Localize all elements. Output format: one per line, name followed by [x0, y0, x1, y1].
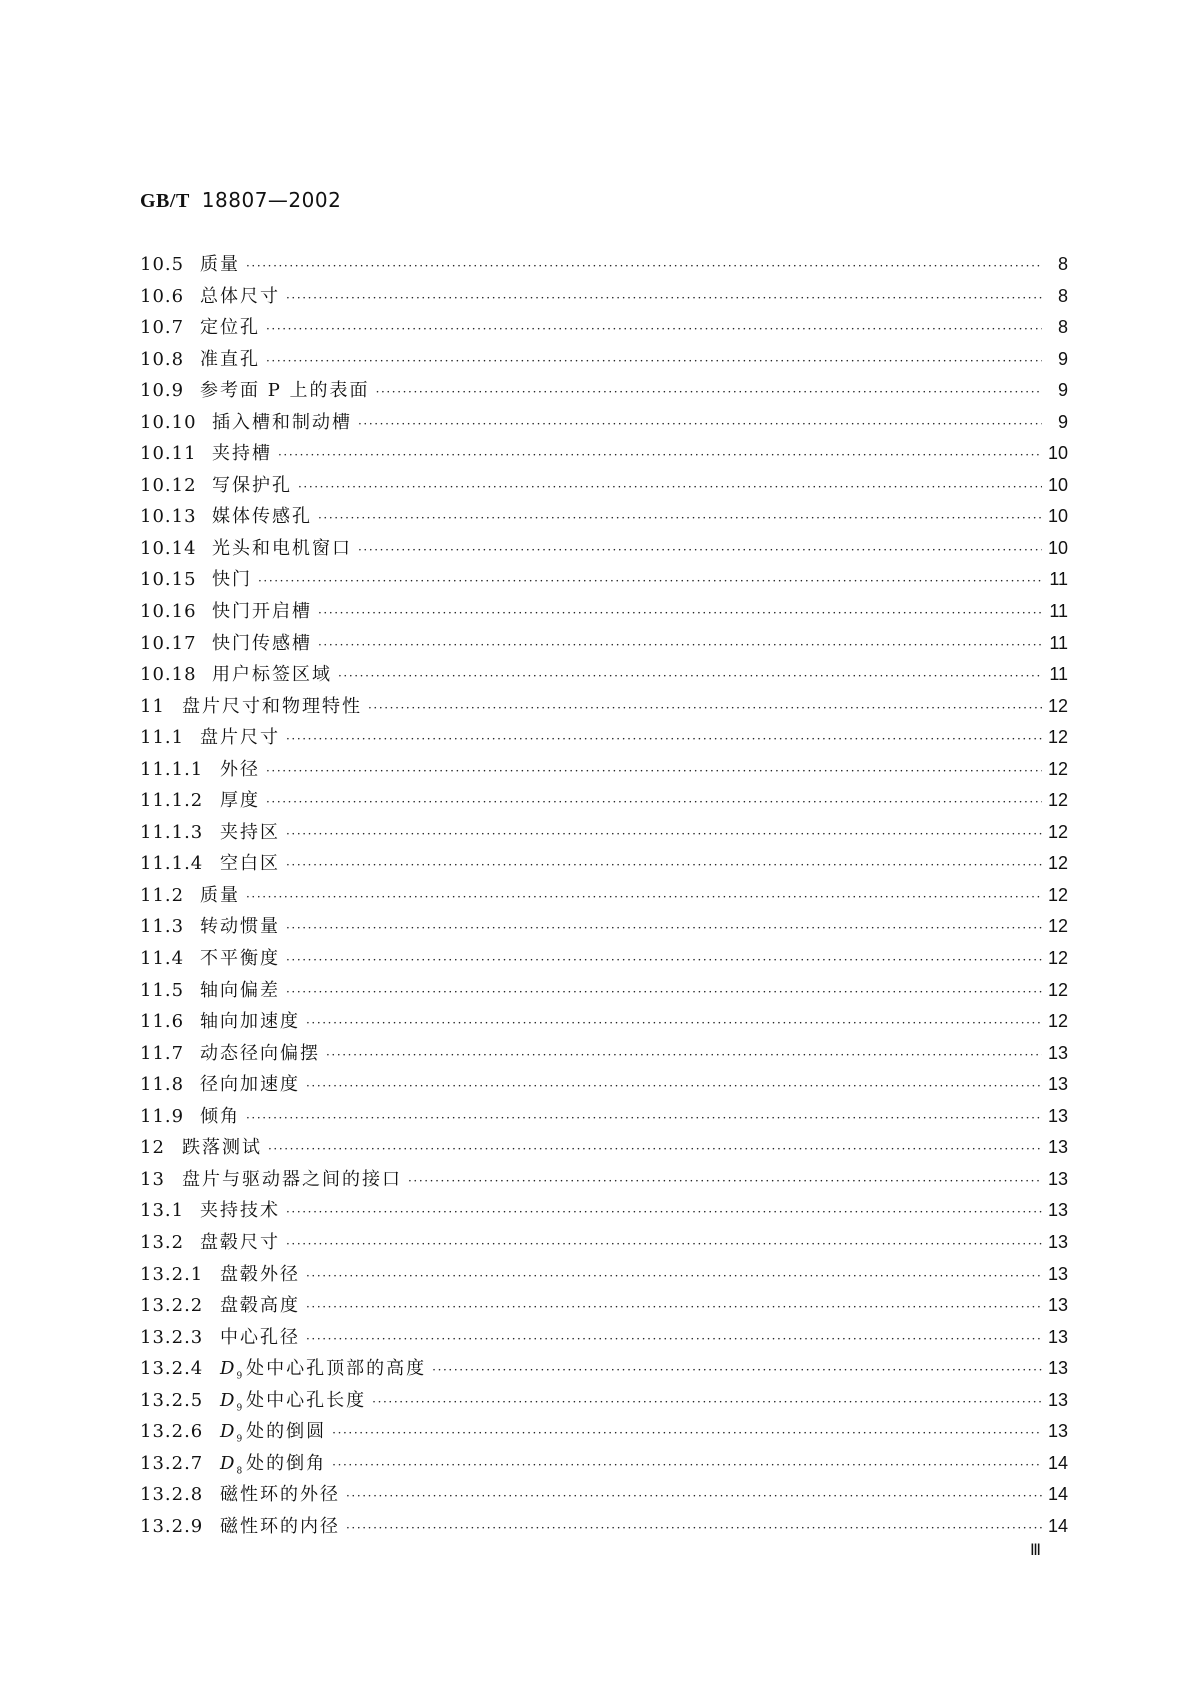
- toc-entry-page: 9: [1057, 411, 1068, 432]
- toc-entry-number: 10.7: [140, 317, 185, 339]
- toc-dot-leader: [286, 732, 1042, 746]
- toc-entry[interactable]: [140, 1070, 1068, 1102]
- table-of-contents: [140, 250, 1068, 1543]
- toc-entry[interactable]: [140, 692, 1068, 724]
- toc-entry[interactable]: [140, 345, 1068, 377]
- toc-entry[interactable]: [140, 1007, 1068, 1039]
- toc-dot-leader: [306, 1079, 1042, 1093]
- toc-entry-title-variable: D: [220, 1389, 237, 1411]
- toc-entry-number: 10.10: [140, 411, 197, 433]
- toc-entry-title: 盘毂高度: [220, 1295, 300, 1317]
- toc-dot-leader: [346, 1521, 1042, 1535]
- toc-entry-number: 13.2.7: [140, 1452, 204, 1474]
- toc-entry-number: 13.2.6: [140, 1421, 204, 1443]
- toc-entry-number: 13.1: [140, 1200, 185, 1222]
- toc-entry[interactable]: [140, 1417, 1068, 1449]
- toc-entry[interactable]: [140, 723, 1068, 755]
- toc-entry[interactable]: [140, 1039, 1068, 1071]
- toc-entry-title: 跌落测试: [182, 1137, 262, 1159]
- toc-entry-page: 13: [1047, 1042, 1068, 1063]
- toc-dot-leader: [286, 858, 1042, 872]
- toc-entry-page: 13: [1047, 1168, 1068, 1189]
- toc-dot-leader: [266, 764, 1042, 778]
- toc-entry-title: 参考面 P 上的表面: [200, 380, 370, 402]
- toc-dot-leader: [286, 291, 1042, 305]
- toc-dot-leader: [318, 606, 1042, 620]
- toc-dot-leader: [306, 1016, 1042, 1030]
- toc-entry[interactable]: [140, 1512, 1068, 1544]
- toc-entry[interactable]: [140, 502, 1068, 534]
- toc-dot-leader: [338, 669, 1042, 683]
- toc-entry-title: 盘片尺寸和物理特性: [182, 695, 362, 717]
- toc-entry-number: 10.16: [140, 601, 197, 623]
- toc-entry-page: 12: [1047, 853, 1068, 874]
- toc-dot-leader: [358, 417, 1042, 431]
- toc-dot-leader: [268, 1142, 1042, 1156]
- toc-entry-number: 12: [140, 1137, 165, 1159]
- toc-entry-title: 外径: [220, 758, 260, 780]
- toc-entry-title: 插入槽和制动槽: [212, 411, 352, 433]
- toc-entry[interactable]: [140, 282, 1068, 314]
- toc-entry-title: 光头和电机窗口: [212, 537, 352, 559]
- toc-entry[interactable]: [140, 786, 1068, 818]
- toc-entry[interactable]: [140, 376, 1068, 408]
- toc-entry-number: 13.2.1: [140, 1263, 204, 1285]
- toc-entry-title: 径向加速度: [200, 1074, 300, 1096]
- toc-entry-title: 写保护孔: [212, 474, 292, 496]
- toc-entry-number: 10.11: [140, 443, 197, 465]
- toc-entry-page: 12: [1047, 916, 1068, 937]
- toc-entry-number: 10.14: [140, 537, 197, 559]
- toc-dot-leader: [432, 1363, 1042, 1377]
- toc-entry-title: 磁性环的外径: [220, 1484, 340, 1506]
- toc-dot-leader: [346, 1489, 1042, 1503]
- toc-entry-title-variable: D: [220, 1358, 237, 1380]
- toc-entry-page: 14: [1047, 1515, 1068, 1536]
- toc-entry-title: 不平衡度: [200, 948, 280, 970]
- toc-entry-title-text: 处中心孔长度: [246, 1389, 367, 1411]
- toc-entry-number: 11.1.1: [140, 758, 204, 780]
- toc-entry[interactable]: [140, 1291, 1068, 1323]
- toc-dot-leader: [286, 1237, 1042, 1251]
- toc-dot-leader: [318, 511, 1042, 525]
- toc-entry-title-subscript: 9: [236, 1371, 243, 1382]
- toc-entry-title: [220, 1449, 326, 1477]
- toc-entry-number: 10.18: [140, 664, 197, 686]
- toc-entry-page: 12: [1047, 790, 1068, 811]
- toc-dot-leader: [332, 1458, 1042, 1472]
- toc-entry-title: 夹持槽: [212, 443, 272, 465]
- toc-entry-title: 倾角: [200, 1105, 240, 1127]
- toc-entry-title: 转动惯量: [200, 916, 280, 938]
- toc-entry[interactable]: [140, 1102, 1068, 1134]
- toc-entry-number: 11.8: [140, 1074, 185, 1096]
- toc-dot-leader: [266, 795, 1042, 809]
- toc-entry-title: 盘片与驱动器之间的接口: [182, 1168, 402, 1190]
- toc-entry[interactable]: [140, 1260, 1068, 1292]
- toc-entry-page: 10: [1047, 443, 1068, 464]
- toc-entry-number: 13.2.4: [140, 1358, 204, 1380]
- toc-entry-page: 9: [1057, 380, 1068, 401]
- document-header: [140, 188, 341, 213]
- toc-entry-title-text: 处中心孔顶部的高度: [246, 1358, 427, 1380]
- toc-entry-number: 13.2.5: [140, 1389, 204, 1411]
- toc-entry-title: 空白区: [220, 853, 280, 875]
- toc-dot-leader: [266, 354, 1042, 368]
- toc-entry-number: 11.4: [140, 948, 185, 970]
- toc-entry-title-subscript: 9: [236, 1434, 243, 1445]
- toc-entry-number: 13.2: [140, 1231, 185, 1253]
- toc-entry-number: 11.9: [140, 1105, 185, 1127]
- toc-entry[interactable]: [140, 944, 1068, 976]
- toc-entry-number: 13.2.9: [140, 1515, 204, 1537]
- toc-entry-number: 11.3: [140, 916, 185, 938]
- toc-entry[interactable]: [140, 1480, 1068, 1512]
- toc-entry-title: 中心孔径: [220, 1326, 300, 1348]
- toc-entry-page: 13: [1047, 1200, 1068, 1221]
- toc-entry-page: 12: [1047, 1011, 1068, 1032]
- toc-entry-title-text: 处的倒角: [246, 1452, 327, 1474]
- toc-dot-leader: [368, 701, 1042, 715]
- toc-entry-page: 13: [1047, 1263, 1068, 1284]
- toc-entry[interactable]: [140, 565, 1068, 597]
- toc-dot-leader: [286, 953, 1042, 967]
- toc-entry-number: 11.1.2: [140, 790, 204, 812]
- toc-entry[interactable]: [140, 818, 1068, 850]
- toc-entry[interactable]: [140, 849, 1068, 881]
- toc-entry-number: 10.12: [140, 474, 197, 496]
- toc-entry-number: 11.1.4: [140, 853, 204, 875]
- toc-entry[interactable]: [140, 439, 1068, 471]
- toc-entry[interactable]: [140, 471, 1068, 503]
- toc-entry-number: 10.8: [140, 348, 185, 370]
- toc-dot-leader: [286, 1205, 1042, 1219]
- toc-entry-title: 夹持区: [220, 821, 280, 843]
- toc-dot-leader: [376, 385, 1042, 399]
- toc-entry-page: 13: [1047, 1389, 1068, 1410]
- toc-entry-number: 13.2.2: [140, 1295, 204, 1317]
- toc-entry-page: 12: [1047, 727, 1068, 748]
- toc-entry-page: 13: [1047, 1326, 1068, 1347]
- toc-entry-number: 11.2: [140, 884, 185, 906]
- toc-entry-title: [220, 1417, 326, 1445]
- toc-entry-page: 14: [1047, 1484, 1068, 1505]
- toc-entry[interactable]: [140, 1354, 1068, 1386]
- toc-entry-page: 13: [1047, 1358, 1068, 1379]
- toc-entry-title: [220, 1354, 426, 1382]
- toc-entry-page: 11: [1049, 632, 1068, 653]
- toc-entry-title: 准直孔: [200, 348, 260, 370]
- toc-entry-number: 13.2.3: [140, 1326, 204, 1348]
- toc-entry-page: 10: [1047, 474, 1068, 495]
- toc-entry-page: 12: [1047, 758, 1068, 779]
- toc-entry-page: 9: [1057, 348, 1068, 369]
- toc-entry-number: 10.5: [140, 254, 185, 275]
- toc-entry[interactable]: [140, 1165, 1068, 1197]
- toc-entry-title: 盘毂尺寸: [200, 1231, 280, 1253]
- toc-entry-page: 13: [1047, 1231, 1068, 1252]
- toc-entry-number: 13: [140, 1168, 165, 1190]
- toc-entry-title: 动态径向偏摆: [200, 1042, 320, 1064]
- toc-entry-page: 11: [1049, 569, 1068, 590]
- toc-entry-title: 快门开启槽: [212, 601, 312, 623]
- toc-dot-leader: [286, 921, 1042, 935]
- toc-entry-number: 10.17: [140, 632, 197, 654]
- toc-entry-page: 12: [1047, 695, 1068, 716]
- toc-entry-number: 11.1: [140, 727, 185, 749]
- standard-code: GB/T: [140, 190, 190, 212]
- toc-entry-page: 11: [1049, 664, 1068, 685]
- toc-entry-number: 11.1.3: [140, 821, 204, 843]
- toc-dot-leader: [332, 1426, 1042, 1440]
- toc-dot-leader: [246, 1111, 1042, 1125]
- toc-entry-page: 10: [1047, 506, 1068, 527]
- toc-entry-title-variable: D: [220, 1452, 237, 1474]
- toc-entry-number: 10.6: [140, 285, 185, 307]
- toc-entry-number: 10.9: [140, 380, 185, 402]
- toc-entry[interactable]: [140, 313, 1068, 345]
- toc-entry-title: 质量: [200, 254, 240, 275]
- toc-entry-title: 夹持技术: [200, 1200, 280, 1222]
- toc-dot-leader: [306, 1269, 1042, 1283]
- toc-entry-number: 11: [140, 695, 165, 717]
- toc-dot-leader: [408, 1174, 1042, 1188]
- toc-dot-leader: [266, 322, 1042, 336]
- toc-entry-number: 10.15: [140, 569, 197, 591]
- toc-dot-leader: [358, 543, 1042, 557]
- toc-entry-title: 轴向加速度: [200, 1011, 300, 1033]
- toc-entry[interactable]: [140, 1133, 1068, 1165]
- toc-dot-leader: [286, 827, 1042, 841]
- toc-dot-leader: [326, 1048, 1042, 1062]
- toc-entry-title: 厚度: [220, 790, 260, 812]
- toc-entry[interactable]: [140, 408, 1068, 440]
- toc-entry-page: 14: [1047, 1452, 1068, 1473]
- toc-entry-page: 12: [1047, 979, 1068, 1000]
- toc-entry[interactable]: [140, 660, 1068, 692]
- toc-dot-leader: [306, 1300, 1042, 1314]
- toc-entry[interactable]: [140, 755, 1068, 787]
- toc-entry[interactable]: [140, 1449, 1068, 1481]
- toc-entry-title: 快门: [212, 569, 252, 591]
- toc-entry-title: 盘片尺寸: [200, 727, 280, 749]
- toc-entry-page: 12: [1047, 948, 1068, 969]
- toc-entry-page: 8: [1057, 317, 1068, 338]
- toc-entry-page: 13: [1047, 1105, 1068, 1126]
- toc-entry-title: 轴向偏差: [200, 979, 280, 1001]
- toc-entry-number: 11.6: [140, 1011, 185, 1033]
- toc-entry-title: 媒体传感孔: [212, 506, 312, 528]
- toc-entry-page: 13: [1047, 1137, 1068, 1158]
- toc-entry-page: 12: [1047, 821, 1068, 842]
- toc-entry-number: 10.13: [140, 506, 197, 528]
- page-number-footer: Ⅲ: [1030, 1542, 1042, 1559]
- toc-dot-leader: [298, 480, 1042, 494]
- toc-dot-leader: [372, 1395, 1042, 1409]
- toc-entry[interactable]: [140, 976, 1068, 1008]
- toc-entry-title-variable: D: [220, 1421, 237, 1443]
- toc-entry-number: 13.2.8: [140, 1484, 204, 1506]
- toc-entry[interactable]: [140, 1228, 1068, 1260]
- toc-entry[interactable]: [140, 881, 1068, 913]
- toc-entry-title: 质量: [200, 884, 240, 906]
- toc-entry[interactable]: [140, 597, 1068, 629]
- toc-entry-page: 8: [1057, 285, 1068, 306]
- toc-entry[interactable]: [140, 912, 1068, 944]
- toc-entry-title: [220, 1386, 366, 1414]
- toc-entry[interactable]: [140, 1196, 1068, 1228]
- toc-entry[interactable]: [140, 250, 1068, 282]
- toc-entry-title: 总体尺寸: [200, 285, 280, 307]
- toc-entry-title-subscript: 9: [236, 1403, 243, 1414]
- toc-entry[interactable]: [140, 629, 1068, 661]
- toc-entry-title-subscript: 8: [236, 1466, 243, 1477]
- toc-entry-page: 8: [1057, 254, 1068, 274]
- toc-entry-page: 13: [1047, 1074, 1068, 1095]
- toc-entry[interactable]: [140, 1386, 1068, 1418]
- toc-dot-leader: [318, 638, 1042, 652]
- toc-dot-leader: [246, 890, 1042, 904]
- toc-entry-title: 用户标签区域: [212, 664, 332, 686]
- toc-entry-title: 快门传感槽: [212, 632, 312, 654]
- toc-entry-title: 磁性环的内径: [220, 1515, 340, 1537]
- toc-entry-number: 11.7: [140, 1042, 185, 1064]
- toc-entry-title: 盘毂外径: [220, 1263, 300, 1285]
- toc-entry[interactable]: [140, 534, 1068, 566]
- toc-dot-leader: [278, 448, 1042, 462]
- toc-entry-page: 11: [1049, 601, 1068, 622]
- standard-number: 18807—2002: [201, 188, 342, 212]
- toc-dot-leader: [286, 985, 1042, 999]
- toc-entry[interactable]: [140, 1323, 1068, 1355]
- toc-entry-page: 13: [1047, 1295, 1068, 1316]
- toc-entry-title: 定位孔: [200, 317, 260, 339]
- toc-entry-page: 13: [1047, 1421, 1068, 1442]
- toc-entry-title-text: 处的倒圆: [246, 1421, 327, 1443]
- toc-entry-page: 10: [1047, 537, 1068, 558]
- toc-dot-leader: [246, 259, 1042, 273]
- toc-dot-leader: [258, 574, 1042, 588]
- toc-entry-page: 12: [1047, 884, 1068, 905]
- toc-entry-number: 11.5: [140, 979, 185, 1001]
- toc-dot-leader: [306, 1332, 1042, 1346]
